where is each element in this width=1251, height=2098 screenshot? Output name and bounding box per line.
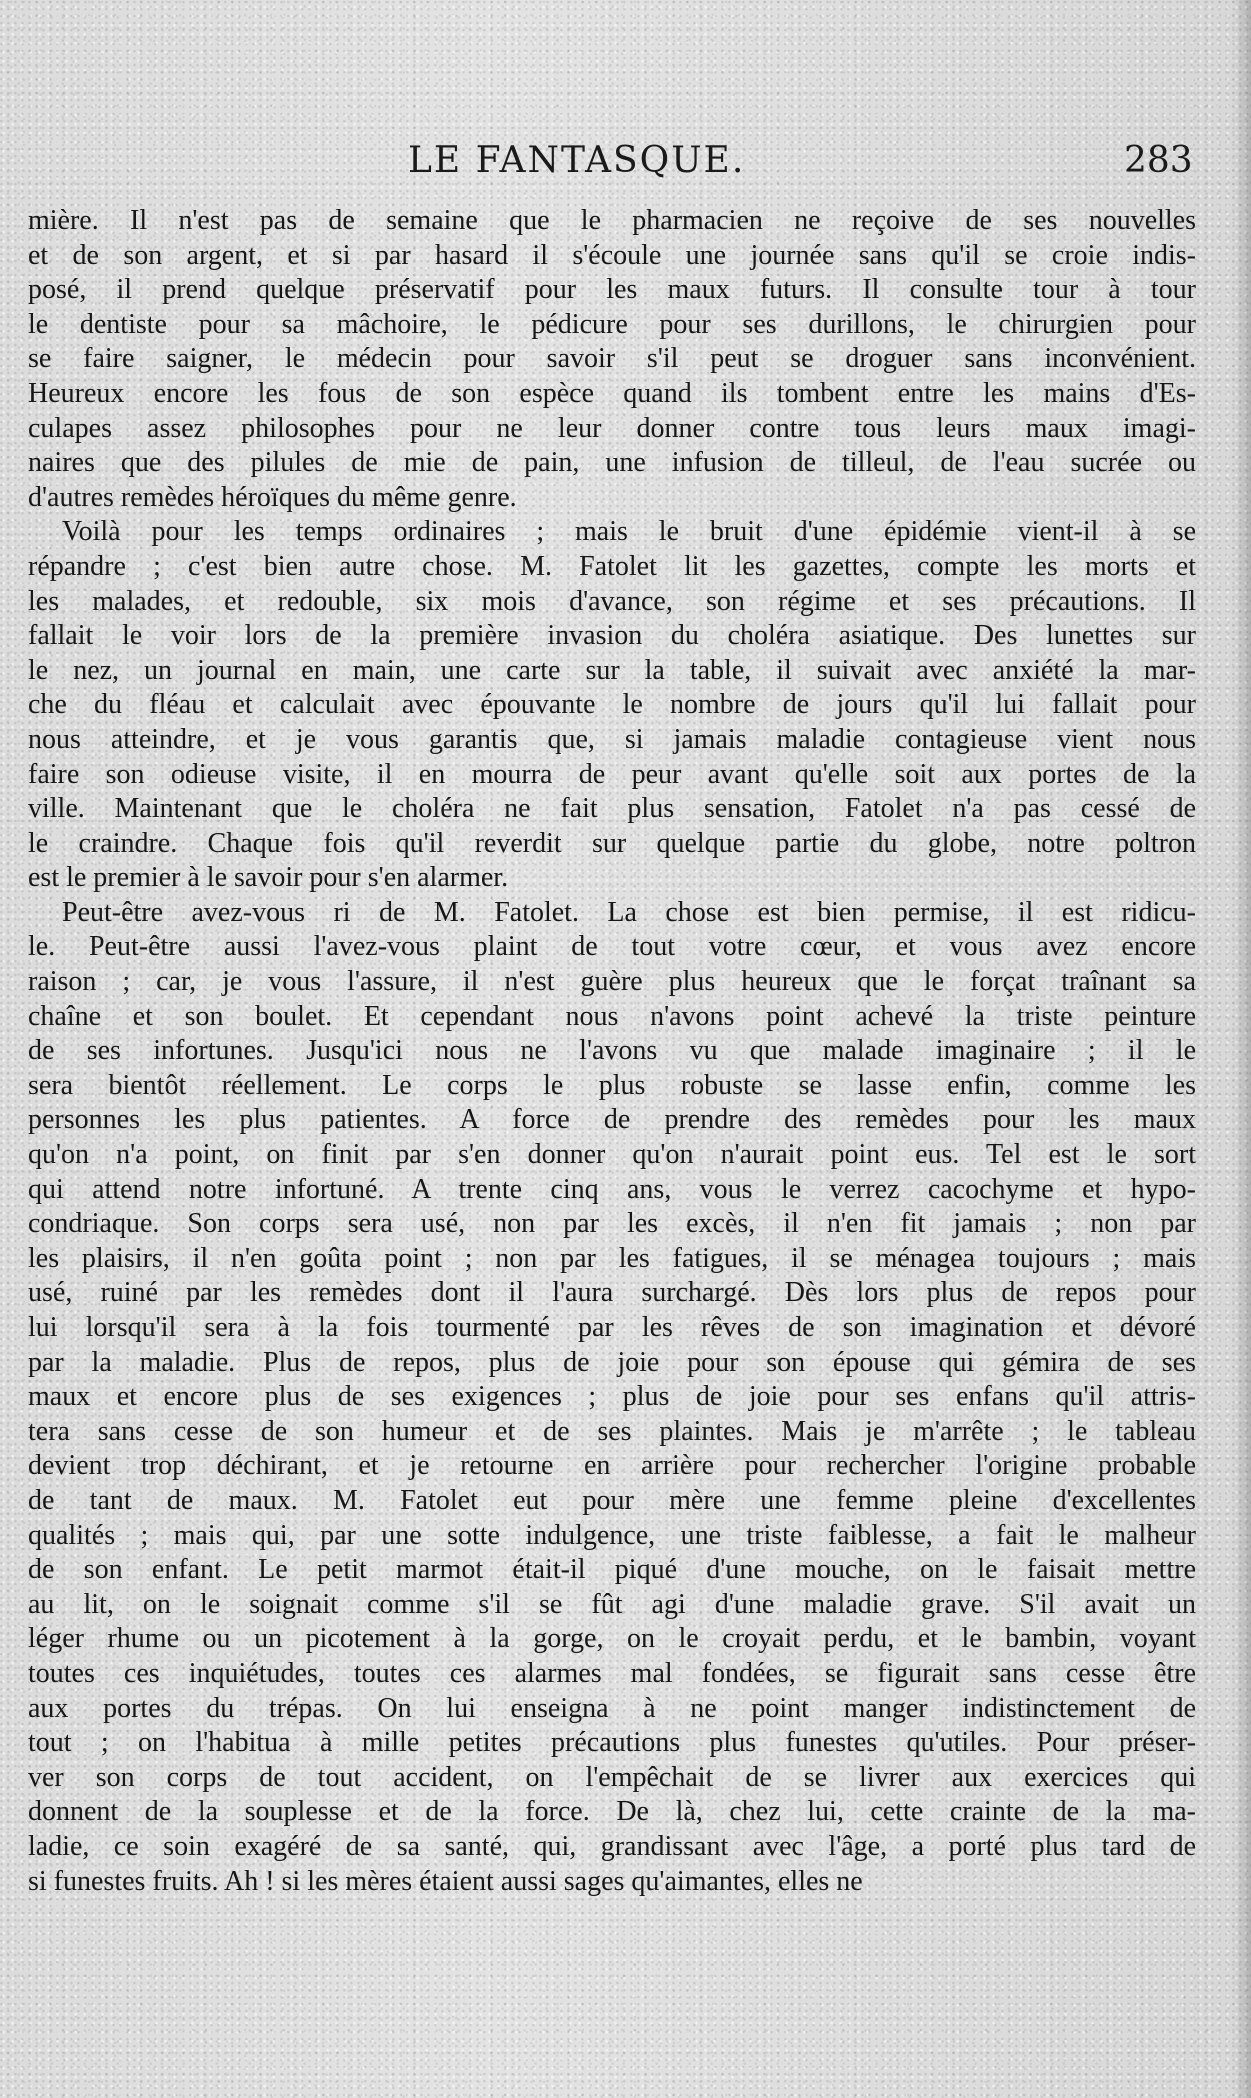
text-line: est le premier à le savoir pour s'en alarmer. (28, 862, 509, 894)
text-line: le nez, un journal en main, une carte sur la table, il suivait avec anxiété la mar- (28, 654, 1196, 686)
text-line: sera bientôt réellement. Le corps le plus robuste se lasse enfin, comme les (28, 1069, 1196, 1101)
text-line: naires que des pilules de mie de pain, une infusion de tilleul, de l'eau sucrée ou (28, 447, 1196, 479)
text-line: léger rhume ou un picotement à la gorge, on le croyait perdu, et le bambin, voyant (28, 1623, 1196, 1655)
text-line: répandre ; c'est bien autre chose. M. Fatolet lit les gazettes, compte les morts et (28, 550, 1196, 582)
text-line: d'autres remèdes héroïques du même genre. (28, 481, 517, 513)
text-line: toutes ces inquiétudes, toutes ces alarmes mal fondées, se figurait sans cesse être (28, 1657, 1196, 1689)
text-line: chaîne et son boulet. Et cependant nous n'avons point achevé la triste peinture (28, 1000, 1196, 1032)
text-line: le dentiste pour sa mâchoire, le pédicure pour ses durillons, le chirurgien pour (28, 308, 1196, 340)
text-line: condriaque. Son corps sera usé, non par les excès, il n'en fit jamais ; non par (28, 1208, 1196, 1240)
text-line: Heureux encore les fous de son espèce quand ils tombent entre les mains d'Es- (28, 377, 1196, 409)
text-line: devient trop déchirant, et je retourne en arrière pour rechercher l'origine probable (28, 1450, 1196, 1482)
body-text (28, 204, 1196, 1899)
text-line: Voilà pour les temps ordinaires ; mais le bruit d'une épidémie vient-il à se (62, 516, 1196, 548)
text-line: le. Peut-être aussi l'avez-vous plaint de tout votre cœur, et vous avez encore (28, 931, 1196, 963)
text-line: au lit, on le soignait comme s'il se fût agi d'une maladie grave. S'il avait un (28, 1588, 1196, 1620)
text-line: et de son argent, et si par hasard il s'écoule une journée sans qu'il se croie indis- (28, 239, 1196, 271)
text-line: les malades, et redouble, six mois d'avance, son régime et ses précautions. Il (28, 585, 1196, 617)
text-line: ville. Maintenant que le choléra ne fait plus sensation, Fatolet n'a pas cessé de (28, 793, 1196, 825)
text-line: par la maladie. Plus de repos, plus de joie pour son épouse qui gémira de ses (28, 1346, 1196, 1378)
text-line: mière. Il n'est pas de semaine que le pharmacien ne reçoive de ses nouvelles (28, 205, 1196, 236)
text-line: personnes les plus patientes. A force de prendre des remèdes pour les maux (28, 1104, 1196, 1136)
running-title: LE FANTASQUE. (408, 140, 746, 181)
text-line: fallait le voir lors de la première invasion du choléra asiatique. Des lunettes sur (28, 620, 1196, 652)
text-line: posé, il prend quelque préservatif pour les maux futurs. Il consulte tour à tour (28, 274, 1196, 306)
page-number: 283 (1124, 140, 1193, 181)
text-line: donnent de la souplesse et de la force. De là, chez lui, cette crainte de la ma- (28, 1796, 1196, 1828)
text-line: se faire saigner, le médecin pour savoir s'il peut se droguer sans inconvénient. (28, 343, 1196, 375)
text-line: faire son odieuse visite, il en mourra de peur avant qu'elle soit aux portes de la (28, 758, 1196, 790)
text-line: qu'on n'a point, on finit par s'en donner qu'on n'aurait point eus. Tel est le sort (28, 1139, 1196, 1171)
text-line: de ses infortunes. Jusqu'ici nous ne l'avons vu que malade imaginaire ; il le (28, 1035, 1196, 1067)
text-line: de tant de maux. M. Fatolet eut pour mère une femme pleine d'excellentes (28, 1484, 1196, 1516)
text-line: ver son corps de tout accident, on l'empêchait de se livrer aux exercices qui (28, 1761, 1196, 1793)
text-line: raison ; car, je vous l'assure, il n'est guère plus heureux que le forçat traînant sa (28, 966, 1196, 998)
text-line: nous atteindre, et je vous garantis que, si jamais maladie contagieuse vient nous (28, 723, 1196, 755)
text-line: si funestes fruits. Ah ! si les mères étaient aussi sages qu'aimantes, elles ne (28, 1865, 863, 1897)
page-header (0, 140, 1251, 200)
text-line: culapes assez philosophes pour ne leur donner contre tous leurs maux imagi- (28, 412, 1196, 444)
text-line: tout ; on l'habitua à mille petites précautions plus funestes qu'utiles. Pour préser- (28, 1727, 1196, 1759)
text-line: ladie, ce soin exagéré de sa santé, qui, grandissant avec l'âge, a porté plus tard de (28, 1830, 1196, 1862)
page-edge-shadow (1233, 0, 1251, 2098)
text-line: Peut-être avez-vous ri de M. Fatolet. La chose est bien permise, il est ridicu- (62, 896, 1196, 928)
text-line: les plaisirs, il n'en goûta point ; non par les fatigues, il se ménagea toujours ; mais (28, 1242, 1196, 1274)
text-line: che du fléau et calculait avec épouvante le nombre de jours qu'il lui fallait pour (28, 689, 1196, 721)
text-line: qui attend notre infortuné. A trente cinq ans, vous le verrez cacochyme et hypo- (28, 1173, 1196, 1205)
text-line: lui lorsqu'il sera à la fois tourmenté par les rêves de son imagination et dévoré (28, 1312, 1196, 1343)
text-line: le craindre. Chaque fois qu'il reverdit sur quelque partie du globe, notre poltron (28, 827, 1196, 859)
text-line: de son enfant. Le petit marmot était-il piqué d'une mouche, on le faisait mettre (28, 1554, 1196, 1586)
text-line: qualités ; mais qui, par une sotte indulgence, une triste faiblesse, a fait le malheur (28, 1519, 1196, 1551)
text-line: maux et encore plus de ses exigences ; plus de joie pour ses enfans qu'il attris- (28, 1381, 1196, 1413)
text-line: aux portes du trépas. On lui enseigna à ne point manger indistinctement de (28, 1692, 1196, 1724)
text-line: usé, ruiné par les remèdes dont il l'aura surchargé. Dès lors plus de repos pour (28, 1277, 1196, 1309)
text-line: tera sans cesse de son humeur et de ses plaintes. Mais je m'arrête ; le tableau (28, 1415, 1196, 1447)
